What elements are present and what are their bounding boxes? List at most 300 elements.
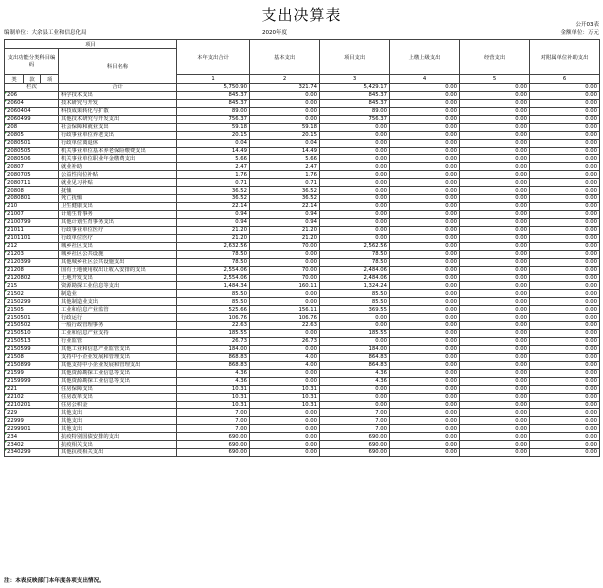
subject-name: 资源勘探工业信息等支出 — [59, 282, 177, 290]
amount-cell: 0.00 — [460, 139, 530, 147]
amount-cell: 0.00 — [530, 179, 600, 187]
amount-cell: 22.63 — [177, 322, 250, 330]
header-lei: 类 — [5, 75, 24, 84]
amount-cell: 0.00 — [250, 449, 320, 457]
subject-code — [5, 163, 59, 171]
amount-cell: 0.00 — [390, 306, 460, 314]
subject-name: 其他技术研究与开发支出 — [59, 115, 177, 123]
amount-cell: 0.00 — [530, 282, 600, 290]
subject-code-text: 2150599 — [7, 346, 31, 353]
amount-cell: 0.00 — [530, 218, 600, 226]
subject-code — [5, 353, 59, 361]
amount-cell: 7.00 — [320, 417, 390, 425]
amount-cell: 0.00 — [390, 425, 460, 433]
amount-cell: 0.00 — [530, 385, 600, 393]
subject-name: 行政单位医疗 — [59, 234, 177, 242]
table-row — [5, 139, 600, 147]
header-func-code: 支出功能分类科目编码 — [5, 49, 59, 75]
amount-cell: 85.50 — [177, 290, 250, 298]
subject-code-text: 2080506 — [7, 155, 31, 162]
amount-cell: 0.00 — [390, 449, 460, 457]
cell-marker-icon — [5, 227, 7, 229]
amount-cell: 0.00 — [460, 417, 530, 425]
amount-cell: 0.00 — [390, 433, 460, 441]
cell-marker-icon — [5, 354, 7, 356]
subject-code-text: 229 — [7, 409, 18, 416]
amount-cell: 0.00 — [390, 234, 460, 242]
amount-cell: 70.00 — [250, 242, 320, 250]
table-row — [5, 203, 600, 211]
total-row — [5, 84, 600, 92]
amount-cell: 0.00 — [390, 131, 460, 139]
table-row — [5, 187, 600, 195]
subject-name: 其他工业和信息产业监管支出 — [59, 345, 177, 353]
subject-code-text: 2340299 — [7, 449, 31, 456]
amount-cell: 0.00 — [250, 250, 320, 258]
amount-cell: 0.00 — [390, 123, 460, 131]
amount-cell: 0.00 — [460, 226, 530, 234]
amount-cell: 22.14 — [177, 203, 250, 211]
subject-code — [5, 107, 59, 115]
subject-code — [5, 345, 59, 353]
amount-cell: 0.00 — [320, 203, 390, 211]
table-body — [5, 84, 600, 457]
cell-marker-icon — [5, 155, 7, 157]
amount-cell: 525.66 — [177, 306, 250, 314]
amount-cell: 0.00 — [390, 290, 460, 298]
subject-name: 城乡社区公共设施 — [59, 250, 177, 258]
amount-cell: 85.50 — [320, 298, 390, 306]
subject-name: 其他计划生育事务支出 — [59, 218, 177, 226]
table-row — [5, 131, 600, 139]
subject-code — [5, 433, 59, 441]
cell-marker-icon — [5, 441, 7, 443]
header-operating: 经营支出 — [460, 40, 530, 75]
amount-cell: 0.00 — [250, 290, 320, 298]
subject-code — [5, 123, 59, 131]
amount-cell: 0.00 — [530, 211, 600, 219]
amount-cell: 0.00 — [530, 377, 600, 385]
subject-name: 其他支出 — [59, 425, 177, 433]
amount-cell: 0.00 — [460, 314, 530, 322]
subject-name: 住房改革支出 — [59, 393, 177, 401]
table-row — [5, 266, 600, 274]
subject-name: 行政事业单位养老支出 — [59, 131, 177, 139]
subject-name: 行政运行 — [59, 314, 177, 322]
amount-cell: 184.00 — [320, 345, 390, 353]
amount-cell: 70.00 — [250, 266, 320, 274]
subject-name: 一般行政管理事务 — [59, 322, 177, 330]
amount-cell: 0.00 — [250, 258, 320, 266]
amount-cell: 0.00 — [530, 131, 600, 139]
amount-cell: 0.00 — [530, 433, 600, 441]
org-label: 编制单位： — [4, 30, 32, 36]
subject-code — [5, 401, 59, 409]
amount-cell: 0.00 — [250, 107, 320, 115]
amount-cell: 845.37 — [177, 99, 250, 107]
amount-cell: 0.00 — [320, 187, 390, 195]
amount-cell: 0.00 — [460, 242, 530, 250]
cell-marker-icon — [5, 314, 7, 316]
table-row — [5, 250, 600, 258]
cell-marker-icon — [5, 171, 7, 173]
amount-cell: 0.00 — [320, 338, 390, 346]
table-row — [5, 409, 600, 417]
cell-marker-icon — [5, 108, 7, 110]
table-row — [5, 393, 600, 401]
amount-cell: 0.00 — [320, 147, 390, 155]
subject-name: 行政事业单位医疗 — [59, 226, 177, 234]
amount-cell: 36.52 — [177, 187, 250, 195]
table-row — [5, 385, 600, 393]
subject-name: 就业见习补贴 — [59, 179, 177, 187]
amount-cell: 4.36 — [177, 377, 250, 385]
table-row — [5, 401, 600, 409]
subject-code — [5, 139, 59, 147]
subject-code-text: 2150299 — [7, 298, 31, 305]
amount-cell: 0.00 — [530, 187, 600, 195]
subject-code-text: 234 — [7, 433, 18, 440]
table-row — [5, 377, 600, 385]
subject-name: 行业监管 — [59, 338, 177, 346]
amount-cell: 0.00 — [460, 369, 530, 377]
amount-cell: 0.00 — [320, 322, 390, 330]
subject-code — [5, 155, 59, 163]
amount-cell: 2,562.56 — [320, 242, 390, 250]
cell-marker-icon — [5, 370, 7, 372]
amount-cell: 10.31 — [177, 385, 250, 393]
subject-name: 行政单位离退休 — [59, 139, 177, 147]
amount-cell: 0.00 — [460, 131, 530, 139]
amount-cell: 756.37 — [320, 115, 390, 123]
table-row — [5, 107, 600, 115]
amount-cell: 0.00 — [530, 298, 600, 306]
amount-cell: 0.00 — [460, 91, 530, 99]
header-project: 项目支出 — [320, 40, 390, 75]
amount-unit: 金额单位：万元 — [560, 30, 599, 36]
subject-code — [5, 195, 59, 203]
subject-code-text: 2080711 — [7, 179, 31, 186]
amount-cell: 0.00 — [320, 139, 390, 147]
subject-code — [5, 234, 59, 242]
amount-cell: 0.00 — [320, 314, 390, 322]
amount-cell: 106.76 — [250, 314, 320, 322]
page-title: 支出决算表 — [261, 6, 342, 24]
amount-cell: 4.36 — [177, 369, 250, 377]
amount-cell: 0.00 — [460, 234, 530, 242]
amount-cell: 0.00 — [250, 441, 320, 449]
amount-cell: 0.00 — [460, 155, 530, 163]
amount-cell: 0.00 — [460, 361, 530, 369]
amount-cell: 0.00 — [250, 417, 320, 425]
amount-cell: 0.00 — [530, 449, 600, 457]
amount-cell: 10.31 — [177, 393, 250, 401]
amount-cell: 1.76 — [177, 171, 250, 179]
cell-marker-icon — [5, 187, 7, 189]
amount-cell: 0.00 — [390, 401, 460, 409]
header-kuan: 款 — [24, 75, 41, 84]
amount-cell: 0.00 — [390, 91, 460, 99]
subject-code-text: 20807 — [7, 163, 24, 170]
amount-cell: 0.04 — [177, 139, 250, 147]
amount-cell: 0.00 — [390, 274, 460, 282]
amount-cell: 0.00 — [460, 409, 530, 417]
amount-cell: 756.37 — [177, 115, 250, 123]
subject-name: 工业和信息产业监管 — [59, 306, 177, 314]
subject-code — [5, 282, 59, 290]
amount-cell: 0.94 — [177, 211, 250, 219]
subject-name: 就业补助 — [59, 163, 177, 171]
subject-name: 科学技术支出 — [59, 91, 177, 99]
amount-cell: 690.00 — [177, 433, 250, 441]
amount-cell: 89.00 — [177, 107, 250, 115]
cell-marker-icon — [5, 140, 7, 142]
amount-cell: 7.00 — [320, 425, 390, 433]
amount-cell: 0.00 — [460, 218, 530, 226]
amount-cell: 0.00 — [530, 330, 600, 338]
amount-cell: 0.00 — [390, 258, 460, 266]
table-row — [5, 99, 600, 107]
subject-code-text: 21599 — [7, 370, 24, 377]
amount-cell: 0.00 — [390, 322, 460, 330]
table-row — [5, 211, 600, 219]
cell-marker-icon — [5, 338, 7, 340]
table-row — [5, 115, 600, 123]
amount-cell: 690.00 — [177, 441, 250, 449]
amount-cell: 0.00 — [390, 345, 460, 353]
subject-code-text: 21502 — [7, 290, 24, 297]
amount-cell: 7.00 — [177, 409, 250, 417]
amount-cell: 22.14 — [250, 203, 320, 211]
subject-code — [5, 226, 59, 234]
amount-cell: 0.00 — [530, 338, 600, 346]
col-no-2: 2 — [250, 75, 320, 84]
subject-code — [5, 131, 59, 139]
amount-cell: 0.00 — [460, 99, 530, 107]
amount-cell: 0.94 — [177, 218, 250, 226]
amount-cell: 0.00 — [530, 226, 600, 234]
amount-cell: 2.47 — [177, 163, 250, 171]
amount-cell: 185.55 — [320, 330, 390, 338]
amount-cell: 0.00 — [250, 433, 320, 441]
amount-cell: 0.00 — [530, 242, 600, 250]
amount-cell: 21.20 — [250, 234, 320, 242]
amount-cell: 0.00 — [250, 99, 320, 107]
header-total: 本年支出合计 — [177, 40, 250, 75]
amount-cell: 0.00 — [390, 155, 460, 163]
amount-cell: 0.00 — [460, 449, 530, 457]
amount-cell: 0.00 — [320, 393, 390, 401]
subject-code-text: 206 — [7, 92, 18, 99]
cell-marker-icon — [5, 386, 7, 388]
table-row — [5, 179, 600, 187]
amount-cell: 0.00 — [250, 409, 320, 417]
subject-code — [5, 179, 59, 187]
amount-cell: 0.00 — [530, 155, 600, 163]
table-row — [5, 425, 600, 433]
amount-cell: 0.00 — [460, 425, 530, 433]
table-row — [5, 218, 600, 226]
subject-code-text: 210 — [7, 203, 18, 210]
cell-marker-icon — [5, 425, 7, 427]
cell-marker-icon — [5, 449, 7, 451]
amount-cell: 0.00 — [390, 417, 460, 425]
amount-cell: 0.00 — [320, 163, 390, 171]
amount-cell: 0.00 — [390, 203, 460, 211]
amount-cell: 0.00 — [320, 179, 390, 187]
org-name: 大余县工业和信息化局 — [31, 30, 87, 36]
amount-cell: 0.00 — [390, 441, 460, 449]
subject-name: 卫生健康支出 — [59, 203, 177, 211]
cell-marker-icon — [5, 235, 7, 237]
amount-cell: 0.00 — [530, 290, 600, 298]
amount-cell: 0.00 — [390, 99, 460, 107]
amount-cell: 0.00 — [530, 425, 600, 433]
amount-cell: 0.00 — [460, 147, 530, 155]
subject-name: 其他制造业支出 — [59, 298, 177, 306]
total-value: 0.00 — [530, 84, 600, 92]
cell-marker-icon — [5, 267, 7, 269]
cell-marker-icon — [5, 132, 7, 134]
amount-cell: 0.00 — [390, 250, 460, 258]
subject-name: 工业和信息产业支持 — [59, 330, 177, 338]
amount-cell: 0.00 — [530, 401, 600, 409]
cell-marker-icon — [5, 211, 7, 213]
amount-cell: 0.00 — [390, 385, 460, 393]
subject-code-text: 2150899 — [7, 362, 31, 369]
subject-code — [5, 242, 59, 250]
col-no-4: 4 — [390, 75, 460, 84]
amount-cell: 0.00 — [530, 266, 600, 274]
amount-cell: 0.00 — [460, 179, 530, 187]
amount-cell: 0.00 — [460, 345, 530, 353]
subject-code — [5, 115, 59, 123]
amount-cell: 369.55 — [320, 306, 390, 314]
amount-cell: 0.00 — [460, 203, 530, 211]
amount-cell: 0.00 — [390, 314, 460, 322]
table-row — [5, 353, 600, 361]
amount-cell: 0.00 — [390, 330, 460, 338]
amount-cell: 0.00 — [460, 282, 530, 290]
amount-cell: 0.71 — [177, 179, 250, 187]
cell-marker-icon — [5, 179, 7, 181]
cell-marker-icon — [5, 322, 7, 324]
amount-cell: 0.00 — [530, 234, 600, 242]
amount-cell: 0.00 — [460, 123, 530, 131]
amount-cell: 0.00 — [320, 385, 390, 393]
amount-cell: 2,484.06 — [320, 266, 390, 274]
amount-cell: 0.00 — [390, 242, 460, 250]
amount-cell: 106.76 — [177, 314, 250, 322]
amount-cell: 0.00 — [530, 369, 600, 377]
amount-cell: 0.00 — [390, 107, 460, 115]
cell-marker-icon — [5, 275, 7, 277]
table-row — [5, 369, 600, 377]
subject-code-text: 212 — [7, 243, 18, 250]
amount-cell: 1.76 — [250, 171, 320, 179]
amount-cell: 0.00 — [320, 195, 390, 203]
amount-cell: 0.04 — [250, 139, 320, 147]
table-row — [5, 234, 600, 242]
amount-cell: 0.00 — [320, 123, 390, 131]
subject-name: 城乡社区支出 — [59, 242, 177, 250]
amount-cell: 0.00 — [390, 139, 460, 147]
subject-name: 抗疫特别国债安排的支出 — [59, 433, 177, 441]
cell-marker-icon — [5, 116, 7, 118]
header-upper: 上缴上级支出 — [390, 40, 460, 75]
table-row — [5, 195, 600, 203]
subject-name: 住房保障支出 — [59, 385, 177, 393]
amount-cell: 0.00 — [460, 330, 530, 338]
subject-code — [5, 330, 59, 338]
amount-cell: 0.00 — [390, 171, 460, 179]
header-subject-name: 科目名称 — [59, 49, 177, 84]
subject-code-text: 2159999 — [7, 378, 31, 385]
cell-marker-icon — [5, 394, 7, 396]
amount-cell: 2,554.06 — [177, 274, 250, 282]
amount-cell: 0.00 — [390, 409, 460, 417]
amount-cell: 0.00 — [530, 163, 600, 171]
subject-code-text: 2150510 — [7, 330, 31, 337]
subject-code-text: 2210201 — [7, 401, 31, 408]
amount-cell: 0.00 — [250, 345, 320, 353]
subject-code — [5, 449, 59, 457]
amount-cell: 10.31 — [177, 401, 250, 409]
amount-cell: 868.83 — [177, 353, 250, 361]
amount-cell: 0.00 — [530, 314, 600, 322]
table-row — [5, 322, 600, 330]
amount-cell: 0.00 — [390, 298, 460, 306]
amount-cell: 0.00 — [320, 171, 390, 179]
header-basic: 基本支出 — [250, 40, 320, 75]
subject-code-text: 2080505 — [7, 147, 31, 154]
table-row — [5, 298, 600, 306]
subject-code-text: 22102 — [7, 393, 24, 400]
amount-cell: 0.00 — [320, 131, 390, 139]
amount-cell: 160.11 — [250, 282, 320, 290]
amount-cell: 21.20 — [250, 226, 320, 234]
amount-cell: 0.00 — [390, 353, 460, 361]
amount-cell: 0.00 — [460, 258, 530, 266]
amount-cell: 36.52 — [250, 195, 320, 203]
amount-cell: 0.00 — [460, 441, 530, 449]
amount-cell: 26.73 — [250, 338, 320, 346]
amount-cell: 0.00 — [390, 369, 460, 377]
amount-cell: 184.00 — [177, 345, 250, 353]
subject-name: 住房公积金 — [59, 401, 177, 409]
amount-cell: 0.00 — [460, 250, 530, 258]
amount-cell: 0.00 — [250, 377, 320, 385]
amount-cell: 0.00 — [250, 115, 320, 123]
subject-code-text: 2080501 — [7, 139, 31, 146]
amount-cell: 0.00 — [530, 147, 600, 155]
cell-marker-icon — [5, 346, 7, 348]
col-no-1: 1 — [177, 75, 250, 84]
cell-marker-icon — [5, 100, 7, 102]
subject-code-text: 221 — [7, 385, 18, 392]
amount-cell: 5.66 — [177, 155, 250, 163]
amount-cell: 690.00 — [177, 449, 250, 457]
table-row — [5, 441, 600, 449]
subject-code-text: 2299901 — [7, 425, 31, 432]
table-row — [5, 242, 600, 250]
table-note: 注：本表反映部门本年度各项支出情况。 — [4, 578, 105, 584]
subject-name: 技术研究与开发 — [59, 99, 177, 107]
amount-cell: 0.00 — [390, 393, 460, 401]
table-row — [5, 147, 600, 155]
amount-cell: 0.00 — [530, 345, 600, 353]
amount-cell: 0.00 — [390, 147, 460, 155]
